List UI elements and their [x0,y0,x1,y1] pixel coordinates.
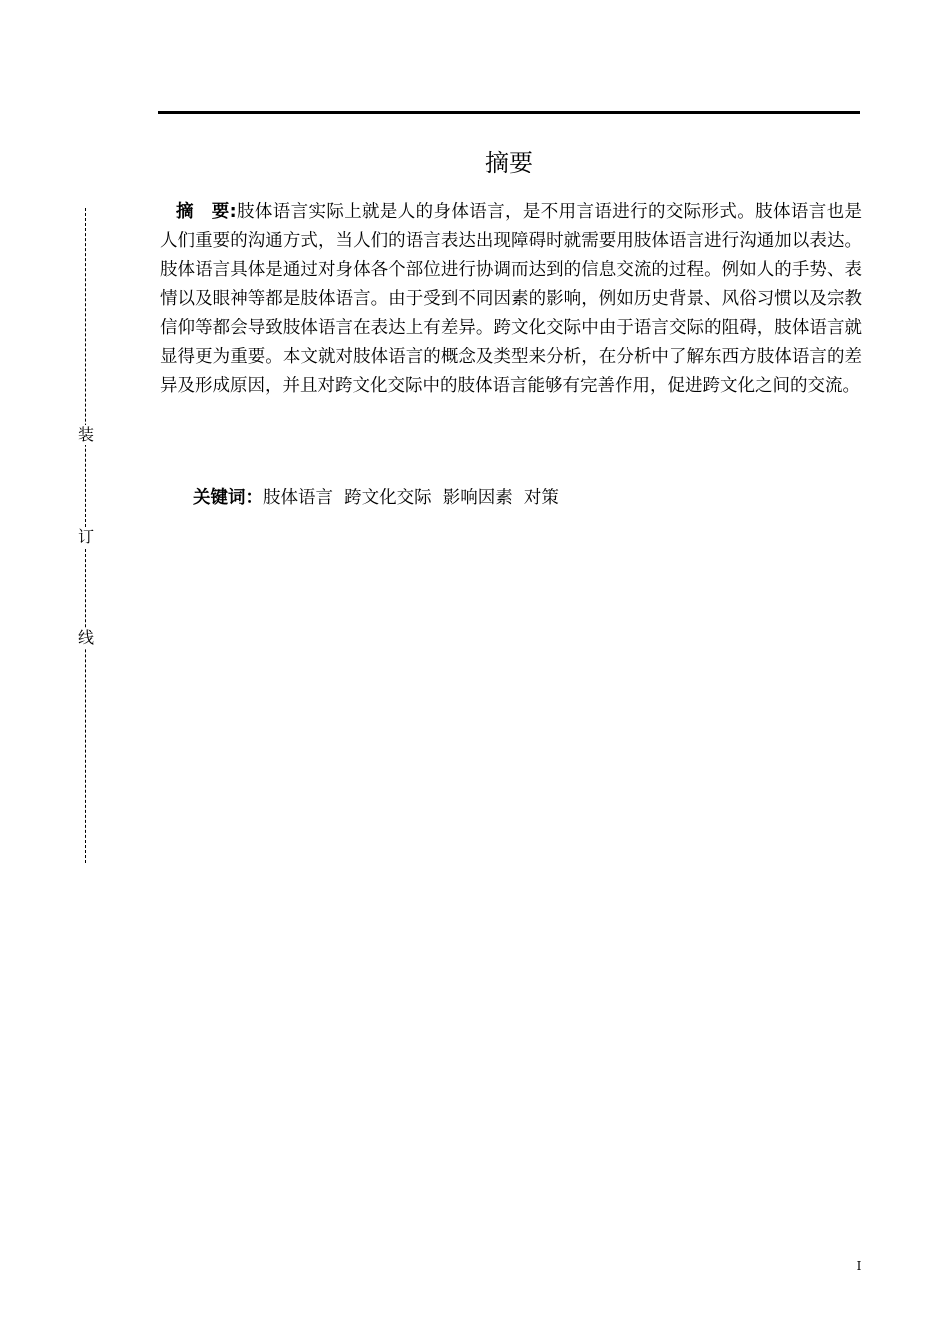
abstract-label: 摘 要: [176,202,237,222]
keywords-text: 肢体语言 跨文化交际 影响因素 对策 [263,488,559,508]
abstract-text: 肢体语言实际上就是人的身体语言，是不用言语进行的交际形式。肢体语言也是人们重要的沟通方式，当人们的语言表达出现障碍时就需要用肢体语言进行沟通加以表达。肢体语言具体是通过对身体各个部位进行协调而达到的信息交流的过程。例如人的手势、表情以及眼神等都是肢体语言。由于受到不同因素的影响，例如历史背景、风俗习惯以及宗教信仰等都会导致肢体语言在表达上有差异。跨文化交际中由于语言交际的阻碍，肢体语言就显得更为重要。本文就对肢体语言的概念及类型来分析，在分析中了解东西方肢体语言的差异及形成原因，并且对跨文化交际中的肢体语言能够有完善作用，促进跨文化之间的交流。 [160,202,863,396]
keywords-label: 关键词： [193,488,263,508]
binding-char-xian: 线 [77,628,94,647]
abstract-paragraph [160,198,862,401]
binding-char-zhuang: 装 [77,425,94,444]
keywords-line [193,484,853,513]
page-title: 摘要 [485,149,533,177]
binding-char-ding: 订 [77,527,94,546]
header-rule [158,111,860,114]
page-number: I [856,1259,862,1273]
